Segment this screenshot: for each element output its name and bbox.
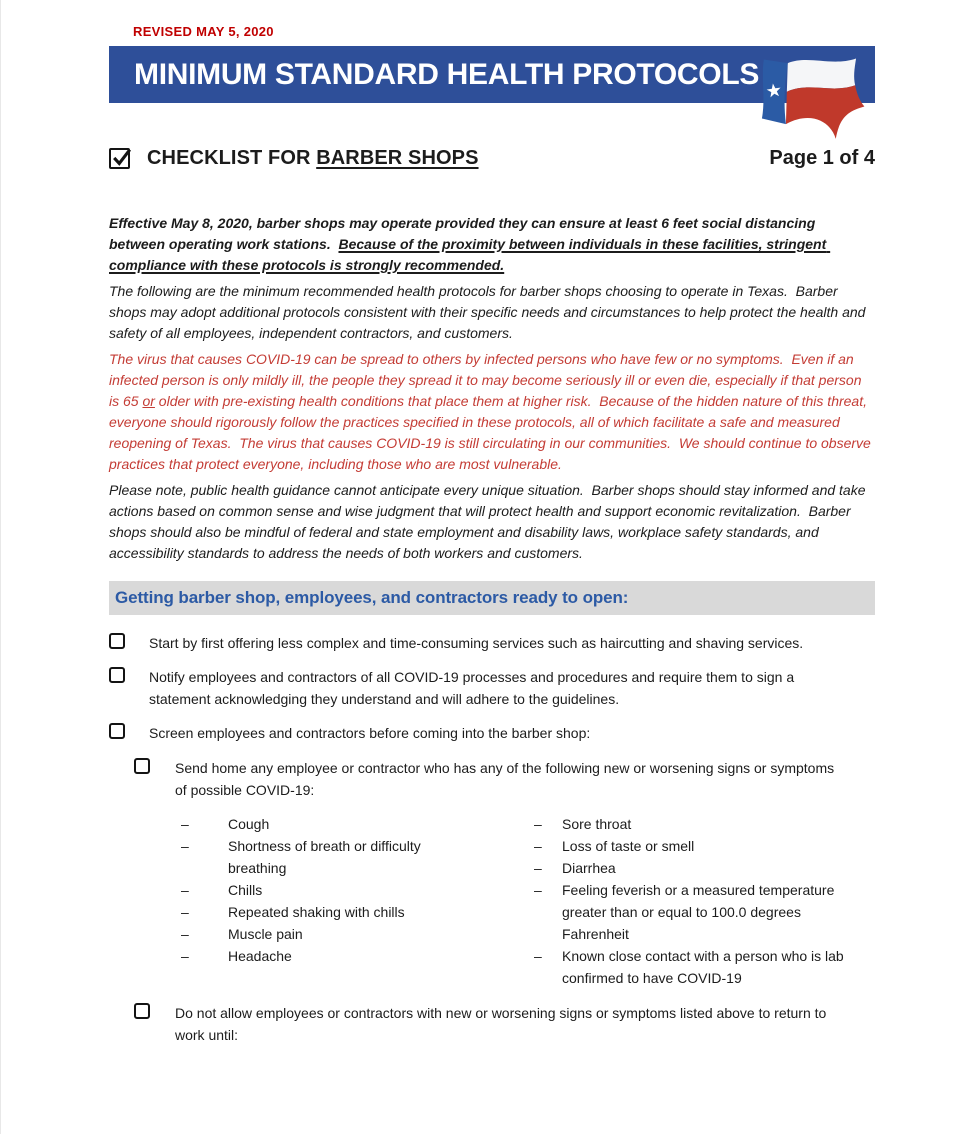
symptom-item — [181, 879, 463, 901]
dash-marker: – — [181, 926, 189, 942]
symptom-lists — [181, 813, 875, 989]
dash-marker: – — [534, 948, 542, 964]
symptom-item — [181, 813, 463, 835]
dash-marker: – — [181, 948, 189, 964]
dash-marker: – — [534, 882, 542, 898]
paragraph-overview: The following are the minimum recommended health protocols for barber shops choosing to operate in Texas. Barber shops may adopt additional protocols consistent with their specific needs and circumstances to help protect the health and safety of all employees, independent contractors, and customers. — [109, 283, 870, 341]
checklist-item-text: Start by first offering less complex and time-consuming services such as haircutting and shaving services. — [149, 635, 804, 651]
dash-marker: – — [181, 838, 189, 854]
page-number: Page 1 of 4 — [769, 147, 875, 169]
checklist-item-text: Screen employees and contractors before coming into the barber shop: — [149, 725, 591, 741]
symptom-item — [534, 879, 864, 945]
symptom-list-left — [181, 813, 463, 989]
header-banner — [109, 46, 875, 103]
effective-text: Effective May 8, 2020, barber shops may operate provided they can ensure at least 6 feet social distancing between operating work stations. — [109, 215, 820, 252]
symptom-text: Chills — [228, 882, 263, 898]
checklist-title-prefix: CHECKLIST FOR — [147, 147, 317, 169]
check-icon — [111, 145, 133, 169]
checklist-item — [109, 666, 875, 710]
symptom-text: Cough — [228, 816, 270, 832]
paragraph-effective-date — [109, 213, 875, 276]
paragraph-covid-warning — [109, 349, 875, 475]
revised-date: REVISED MAY 5, 2020 — [133, 24, 274, 39]
paragraph-guidance-note: Please note, public health guidance cannot anticipate every unique situation. Barber shops should stay informed and take actions based on common sense and wise judgment that will protect health and support economic revitalization. Barber shops should also be mindful of federal and state employment and disability laws, workplace safety standards, and accessibility standards to address the needs of both workers and customers. — [109, 482, 870, 561]
symptom-text: Muscle pain — [228, 926, 303, 942]
symptom-text: Feeling feverish or a measured temperature greater than or equal to 100.0 degrees Fahrenheit — [562, 882, 835, 942]
checklist-title — [147, 147, 479, 170]
warning-text-or: or — [142, 393, 155, 409]
dash-marker: – — [534, 816, 542, 832]
title-checkbox-checked[interactable] — [109, 148, 130, 169]
flag-white-stripe — [787, 59, 856, 92]
symptom-text: Shortness of breath or difficulty breathing — [228, 838, 421, 876]
flag-red-stripe — [786, 85, 864, 139]
checklist-item-text: Notify employees and contractors of all COVID-19 processes and procedures and require them to sign a statement acknowledging they understand and will adhere to the guidelines. — [149, 669, 795, 707]
symptom-text: Headache — [228, 948, 292, 964]
checklist-subitem — [134, 757, 875, 801]
checklist-item — [109, 722, 875, 744]
checkbox-icon[interactable] — [109, 667, 125, 683]
checkbox-icon[interactable] — [109, 723, 125, 739]
checkbox-icon[interactable] — [134, 1003, 150, 1019]
checkbox-icon[interactable] — [134, 758, 150, 774]
effective-underlined-text: Because of the proximity between individuals in these facilities, stringent compliance with these protocols is strongly recommended. — [109, 236, 831, 273]
symptom-text: Sore throat — [562, 816, 632, 832]
texas-flag-icon — [749, 50, 869, 152]
banner-title: MINIMUM STANDARD HEALTH PROTOCOLS — [134, 57, 760, 91]
intro-section — [109, 213, 875, 564]
dash-marker: – — [534, 838, 542, 854]
symptom-item — [181, 923, 463, 945]
checklist-subitem — [134, 1002, 875, 1046]
dash-marker: – — [181, 816, 189, 832]
section-header-bar — [109, 581, 875, 615]
symptom-list-right — [534, 813, 864, 989]
warning-text-a: The virus that causes COVID-19 can be spread to others by infected persons who have few or no symptoms. Even if an infected person is only mildly ill, the people they spread it to may become seriously ill or even die, especially if that person is 65 — [109, 351, 866, 409]
checklist-subitem-text: Do not allow employees or contractors with new or worsening signs or symptoms listed above to return to work until: — [175, 1005, 827, 1043]
symptom-item — [181, 945, 463, 967]
checklist — [109, 632, 875, 1046]
dash-marker: – — [534, 860, 542, 876]
checklist-title-subject: BARBER SHOPS — [316, 147, 479, 169]
checkbox-icon[interactable] — [109, 633, 125, 649]
symptom-item — [534, 857, 864, 879]
warning-text-b: older with pre-existing health conditions that place them at higher risk. Because of the hidden nature of this threat, everyone should rigorously follow the practices specified in these protocols, all of which facilitate a safe and measured reopening of Texas. The virus that causes COVID-19 is still circulating in our communities. We should continue to observe practices that protect everyone, including those who are most vulnerable. — [109, 393, 875, 472]
symptom-item — [534, 835, 864, 857]
symptom-text: Diarrhea — [562, 860, 616, 876]
symptom-text: Repeated shaking with chills — [228, 904, 405, 920]
symptom-item — [534, 813, 864, 835]
symptom-text: Known close contact with a person who is lab confirmed to have COVID-19 — [562, 948, 844, 986]
dash-marker: – — [181, 904, 189, 920]
symptom-text: Loss of taste or smell — [562, 838, 695, 854]
checklist-subitem-text: Send home any employee or contractor who has any of the following new or worsening signs or symptoms of possible COVID-19: — [175, 760, 835, 798]
symptom-item — [181, 901, 463, 923]
symptom-item — [181, 835, 463, 879]
symptom-item — [534, 945, 864, 989]
section-title: Getting barber shop, employees, and contractors ready to open: — [115, 588, 629, 607]
dash-marker: – — [181, 882, 189, 898]
checklist-item — [109, 632, 875, 654]
